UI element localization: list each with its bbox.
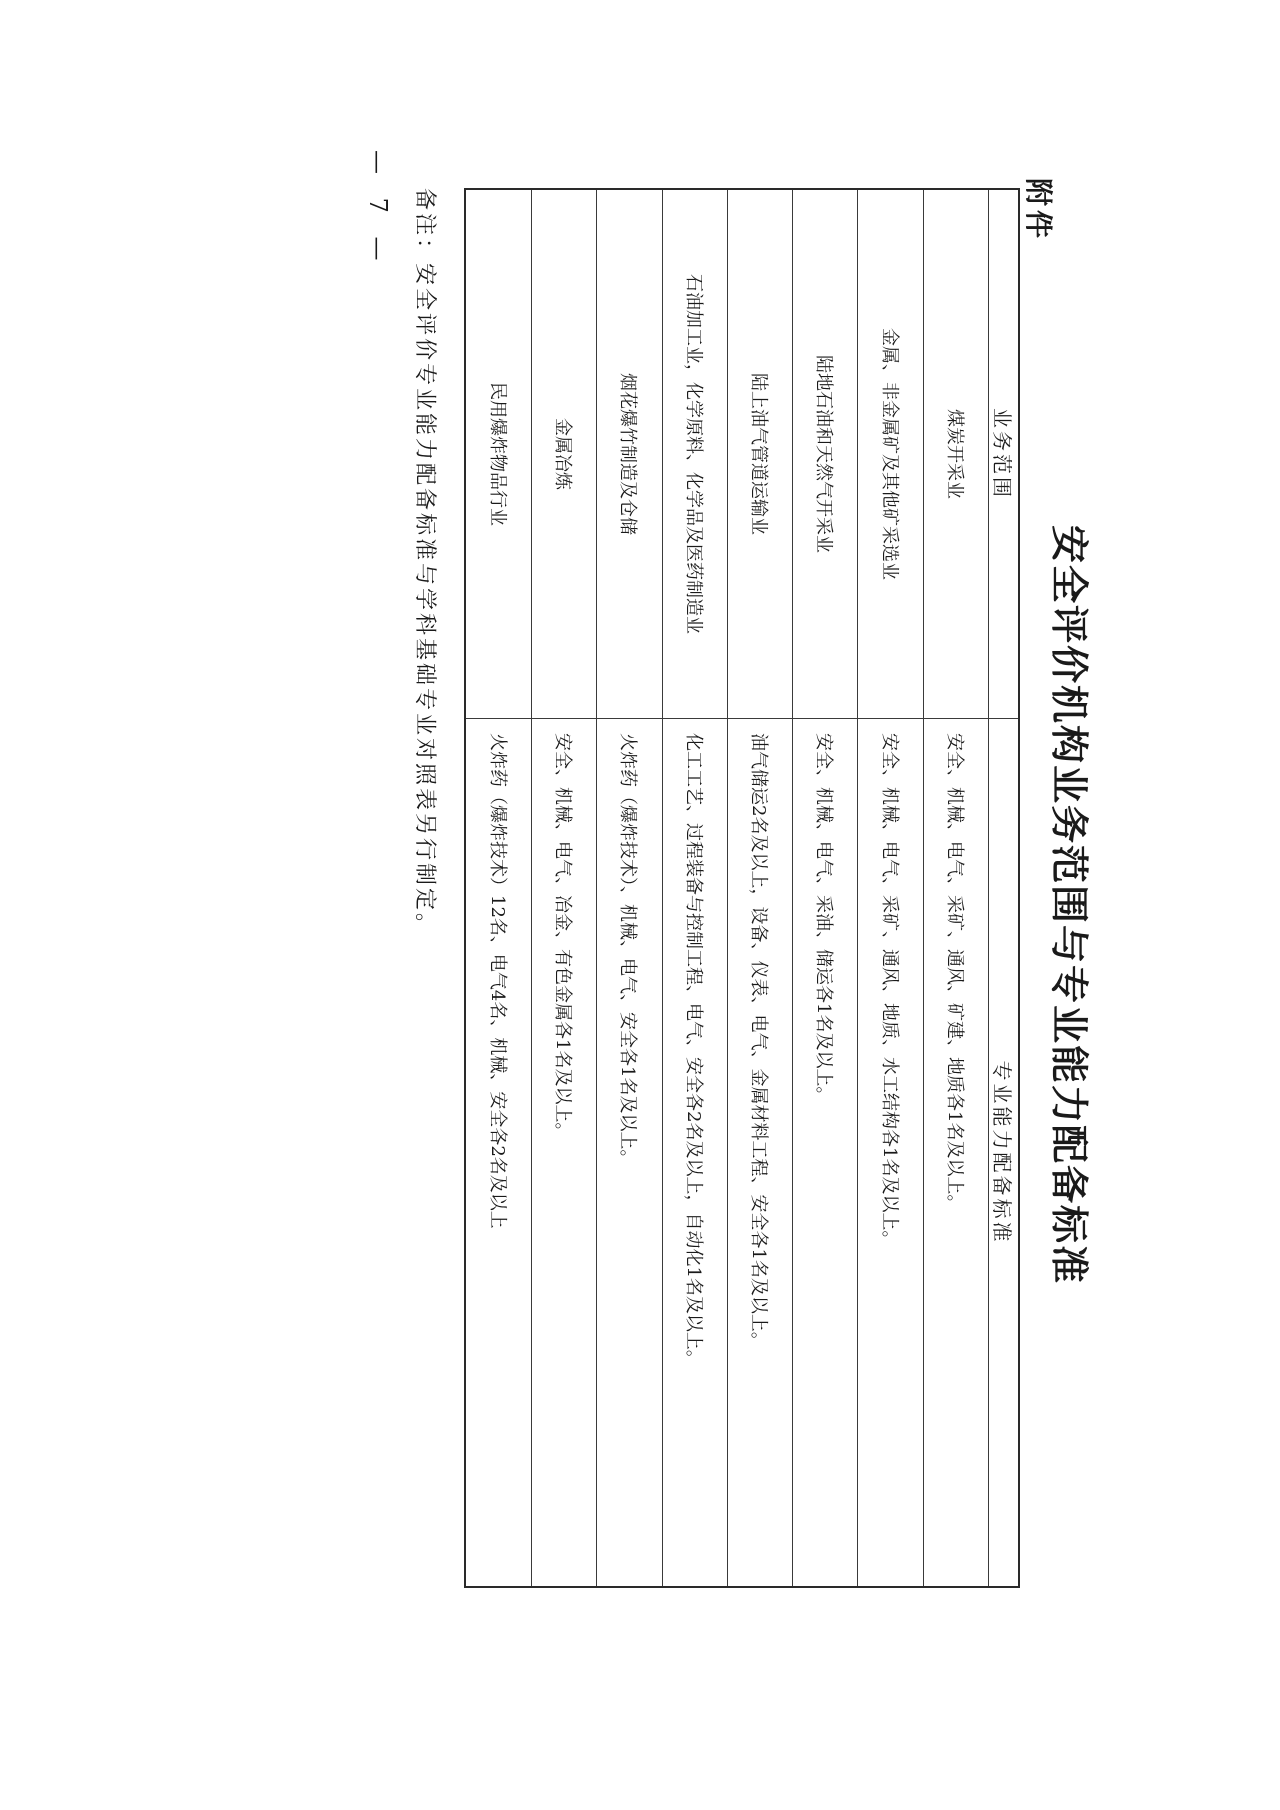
table-row	[532, 189, 597, 1587]
table-header-row	[989, 189, 1020, 1587]
table-row	[662, 189, 727, 1587]
table-row	[465, 189, 532, 1587]
footnote: 备注：安全评价专业能力配备标准与学科基础专业对照表另行制定。	[412, 188, 437, 939]
header-scope: 业务范围	[989, 189, 1020, 719]
cell-standard: 化工工艺、过程装备与控制工程、电气、安全各2名及以上，自动化1名及以上。	[662, 719, 727, 1588]
cell-scope: 煤炭开采业	[923, 189, 988, 719]
cell-scope: 金属冶炼	[532, 189, 597, 719]
cell-standard: 火炸药（爆炸技术）、机械、电气、安全各1名及以上。	[597, 719, 662, 1588]
cell-standard: 油气储运2名及以上，设备、仪表、电气、金属材料工程、安全各1名及以上。	[727, 719, 792, 1588]
cell-scope: 民用爆炸物品行业	[465, 189, 532, 719]
cell-standard: 安全、机械、电气、采油、储运各1名及以上。	[793, 719, 858, 1588]
table-row	[793, 189, 858, 1587]
cell-scope: 金属、非金属矿及其他矿采选业	[858, 189, 923, 719]
table-row	[727, 189, 792, 1587]
table-row	[597, 189, 662, 1587]
cell-scope: 陆上油气管道运输业	[727, 189, 792, 719]
header-standard: 专业能力配备标准	[989, 719, 1020, 1588]
document-title: 安全评价机构业务范围与专业能力配备标准	[1047, 524, 1091, 1285]
attachment-label: 附件	[1022, 178, 1055, 243]
cell-standard: 安全、机械、电气、采矿、通风、地质、水工结构各1名及以上。	[858, 719, 923, 1588]
cell-standard: 安全、机械、电气、采矿、通风、矿建、地质各1名及以上。	[923, 719, 988, 1588]
cell-scope: 烟花爆竹制造及仓储	[597, 189, 662, 719]
standards-table	[464, 188, 1020, 1588]
page-number: — 7 —	[364, 150, 392, 269]
cell-standard: 安全、机械、电气、冶金、有色金属各1名及以上。	[532, 719, 597, 1588]
table-row	[858, 189, 923, 1587]
table-row	[923, 189, 988, 1587]
cell-scope: 陆地石油和天然气开采业	[793, 189, 858, 719]
cell-standard: 火炸药（爆炸技术）12名、电气4名、机械、安全各2名及以上	[465, 719, 532, 1588]
cell-scope: 石油加工业，化学原料、化学品及医药制造业	[662, 189, 727, 719]
